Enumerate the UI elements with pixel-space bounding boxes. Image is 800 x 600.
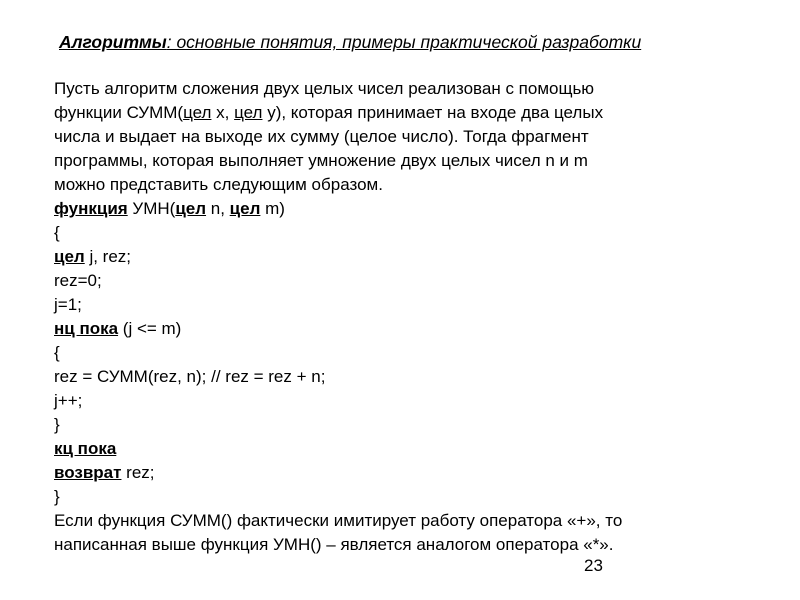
code-function-header: [54, 197, 764, 221]
intro-line-2-part-a: функции СУММ(: [54, 103, 184, 122]
intro-line-5: можно представить следующим образом.: [54, 175, 383, 194]
slide-title-bold: Алгоритмы: [59, 32, 167, 52]
intro-line-3: числа и выдает на выходе их сумму (целое число). Тогда фрагмент: [54, 127, 589, 146]
page-number: 23: [584, 556, 603, 575]
keyword-int-param-n: цел: [175, 199, 207, 218]
intro-line-1: Пусть алгоритм сложения двух целых чисел реализован с помощью: [54, 79, 595, 98]
param-n: n,: [206, 199, 230, 218]
keyword-return: возврат: [54, 463, 122, 482]
code-loop-body: rez = СУММ(rez, n); // rez = rez + n;: [54, 367, 326, 386]
keyword-while: нц пока: [54, 319, 119, 338]
keyword-int-param-m: цел: [229, 199, 261, 218]
code-close-brace-1: }: [54, 415, 60, 434]
keyword-endwhile: кц пока: [54, 439, 117, 458]
outro-line-2: написанная выше функция УМН() – является аналогом оператора «*».: [54, 535, 614, 554]
outro-line-1: Если функция СУММ() фактически имитирует работу оператора «+», то: [54, 511, 623, 530]
intro-line-2: [54, 101, 764, 125]
function-name: УМН(: [127, 199, 176, 218]
slide-title-rest: : основные понятия, примеры практической разработки: [166, 32, 642, 52]
keyword-int-decl: цел: [54, 247, 85, 266]
intro-line-4: программы, которая выполняет умножение двух целых чисел n и m: [54, 151, 588, 170]
param-m: m): [260, 199, 285, 218]
slide-title: [59, 32, 641, 53]
intro-keyword-int-2: цел: [234, 103, 263, 122]
code-endwhile: [54, 437, 764, 461]
code-while-header: [54, 317, 764, 341]
keyword-function: функция: [54, 199, 128, 218]
intro-line-2-part-b: x,: [211, 103, 235, 122]
while-condition: (j <= m): [118, 319, 182, 338]
declared-vars: j, rez;: [84, 247, 132, 266]
code-increment: j++;: [54, 391, 83, 410]
code-declaration: [54, 245, 764, 269]
return-value: rez;: [121, 463, 155, 482]
code-rez-init: rez=0;: [54, 271, 102, 290]
code-close-brace-2: }: [54, 487, 60, 506]
code-j-init: j=1;: [54, 295, 82, 314]
intro-keyword-int-1: цел: [183, 103, 212, 122]
code-open-brace-2: {: [54, 343, 60, 362]
intro-line-2-part-c: y), которая принимает на входе два целых: [262, 103, 604, 122]
slide-body: [54, 77, 764, 557]
code-open-brace-1: {: [54, 223, 60, 242]
code-return: [54, 461, 764, 485]
